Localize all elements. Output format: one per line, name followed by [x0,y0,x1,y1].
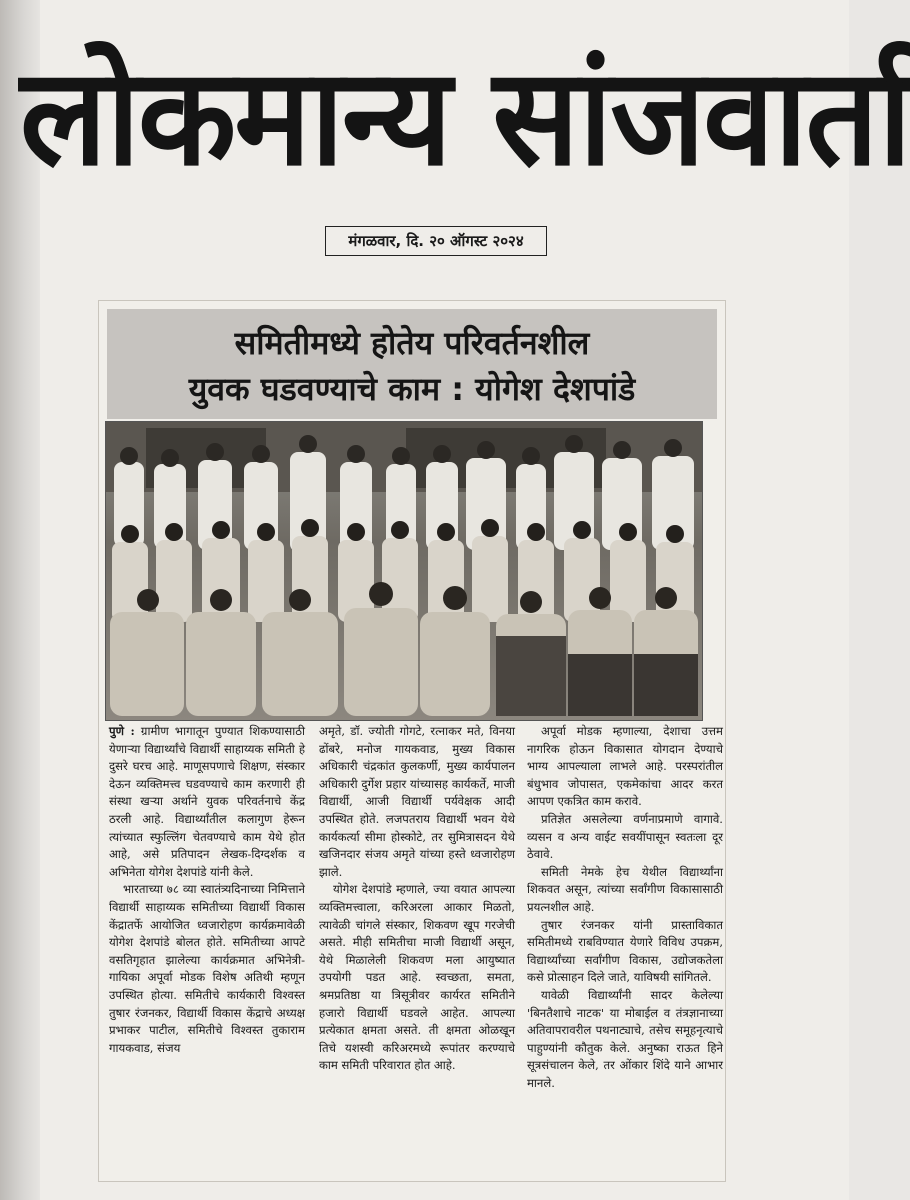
article-paragraph: भारताच्या ७८ व्या स्वातंत्र्यदिनाच्या निमित्ताने विद्यार्थी साहाय्यक समितीच्या विद्यार्थी विकास केंद्रातर्फे आयोजित ध्वजारोहण कार्यक्रमावेळी योगेश देशपांडे बोलत होते. समितीच्या आपटे वसतिगृहात झालेल्या कार्यक्रमात अभिनेत्री-गायिका अपूर्वा मोडक विशेष अतिथी म्हणून उपस्थित होत्या. समितीचे कार्यकारी विश्वस्त तुषार रंजनकर, विद्यार्थी विकास केंद्राचे अध्यक्ष प्रभाकर पाटील, समितीचे विश्वस्त तुकाराम गायकवाड, संजय [109,882,305,1055]
headline-band [107,309,717,419]
article-column-1 [109,723,305,1057]
article-column-2 [319,723,515,1075]
article-paragraph: अपूर्वा मोडक म्हणाल्या, देशाचा उत्तम नागरिक होऊन विकासात योगदान देण्याचे भाग्य आपल्याला लाभले आहे. परस्परांतील बंधुभाव जोपासत, एकमेकांचा आदर करत आपण एकत्रित काम करावे. [527,724,723,809]
group-photo-illustration [106,422,702,720]
article-paragraph: प्रतिज्ञेत असलेल्या वर्णनाप्रमाणे वागावे. व्यसन व अन्य वाईट सवयींपासून स्वतःला दूर ठेवावे. [527,811,723,862]
article-dateline: पुणे : [109,724,135,738]
article-body [107,719,723,1181]
masthead [20,14,910,197]
headline-line-2: युवक घडवण्याचे काम : योगेश देशपांडे [188,370,636,408]
masthead-title: लोकमान्य सांजवार्ता [20,39,910,197]
article-paragraph: योगेश देशपांडे म्हणाले, ज्या वयात आपल्या व्यक्तिमत्त्वाला, करिअरला आकार मिळतो, त्यावेळी चांगले संस्कार, शिकवण खूप गरजेची असते. मीही समितीचा माजी विद्यार्थी असून, येथे मिळालेली शिकवण मला आयुष्यात उपयोगी पडत आहे. स्वच्छता, समता, श्रमप्रतिष्ठा या त्रिसूत्रीवर कार्यरत समितीने हजारो विद्यार्थी घडवले आहेत. आपल्या प्रत्येकात क्षमता असते. ती क्षमता ओळखून तिचे यशस्वी करिअरमध्ये रूपांतर करण्याचे काम समिती परिवारात होत आहे. [319,882,515,1073]
article-clipping [98,300,726,1182]
article-paragraph: समिती नेमके हेच येथील विद्यार्थ्यांना शिकवत असून, त्यांच्या सर्वांगीण विकासासाठी प्रयत्नशील आहे. [527,864,723,914]
headline-line-1: समितीमध्ये होतेय परिवर्तनशील [234,324,590,362]
article-paragraph: तुषार रंजनकर यांनी प्रास्ताविकात समितीमध्ये राबविण्यात येणारे विविध उपक्रम, विद्यार्थ्यांच्या सर्वांगीण विकास, उद्योजकतेला कसे प्रोत्साहन दिले जाते, याविषयी सांगितले. [527,917,723,985]
issue-date: मंगळवार, दि. २० ऑगस्ट २०२४ [325,226,547,256]
article-paragraph: अमृते, डॉ. ज्योती गोगटे, रत्नाकर मते, विनया ढोंबरे, मनोज गायकवाड, मुख्य विकास अधिकारी चंद्रकांत कुलकर्णी, मुख्य कार्यपालन अधिकारी दुर्गेश प्रहार यांच्यासह कार्यकर्ते, माजी विद्यार्थी, आजी विद्यार्थी पर्यवेक्षक आदी उपस्थित होते. लजपतराय विद्यार्थी भवन येथे कार्यकर्त्या सीमा होस्कोटे, तर सुमित्रासदन येथे खजिनदार संजय अमृते यांच्या हस्ते ध्वजारोहण झाले. [319,724,515,879]
article-column-3 [527,723,723,1092]
article-paragraph: यावेळी विद्यार्थ्यांनी सादर केलेल्या 'बिनतैशाचे नाटक' या मोबाईल व तंत्रज्ञानाच्या अतिवापरावरील पथनाट्याचे, तसेच समूहनृत्याचे पाहुण्यांनी कौतुक केले. अनुष्का राऊत हिने सूत्रसंचालन केले, तर ओंकार शिंदे याने आभार मानले. [527,987,723,1090]
article-paragraph: पुणे : ग्रामीण भागातून पुण्यात शिकण्यासाठी येणाऱ्या विद्यार्थ्यांचे विद्यार्थी साहाय्यक समिती हे दुसरे घरच आहे. माणूसपणाचे शिक्षण, संस्कार देऊन व्यक्तिमत्त्व घडवण्याचे काम करणारी ही संस्था खऱ्या अर्थाने युवक परिवर्तनाचे केंद्र ठरली आहे. विद्यार्थ्यांतील कलागुण हेरून त्यांच्यात स्फुल्लिंग चेतवण्याचे काम येथे होत आहे, असे प्रतिपादन लेखक-दिग्दर्शक व अभिनेता योगेश देशपांडे यांनी केले. [109,724,305,879]
group-photo [105,421,703,721]
